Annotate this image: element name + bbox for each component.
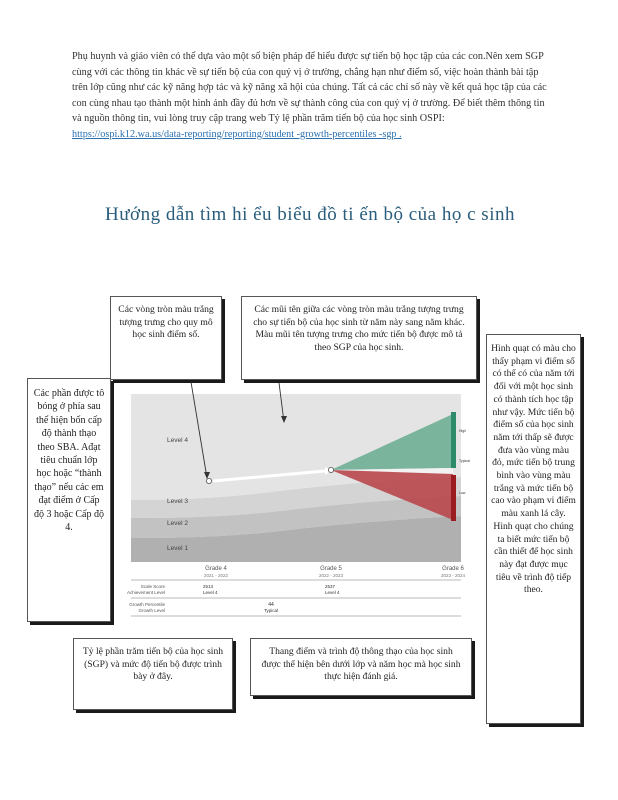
callout-shaded-text: Các phần được tô bóng ở phía sau thể hiện bốn cấp độ thành thạo theo SBA. Ađạt tiêu chuẩn lớp học hoặc “thành thạo” nếu các em đạt điểm ở Cấp độ 3 hoặc Cấp độ 4. (33, 388, 105, 534)
callout-arrows (241, 296, 477, 380)
growth-chart (121, 382, 481, 632)
fan-low-label: Low (459, 491, 466, 495)
grade-4-label: Grade 4 (205, 566, 227, 572)
intro-text: Phụ huynh và giáo viên có thể dựa vào một số biện pháp để hiểu được sự tiến bộ học tập của các con.Nên xem SGP cùng với các thông tin khác về sự tiến bộ của con quý vị ở trường, chẳng hạn như điểm số, việc hoàn thành bài tập trên lớp cũng như các kỹ năng hợp tác và kỹ năng xã hội của chúng. Tất cả các chỉ số này về kết quả học tập của các con cùng nhau tạo thành một hình ảnh đầy đủ hơn về sự thành công của con quý vị ở trường. Để biết thêm thông tin và nguồn thông tin, vui lòng truy cập trang web Tỷ lệ phần trăm tiến bộ của học sinh OSPI: (72, 51, 547, 124)
level-2-label: Level 2 (167, 520, 188, 527)
growth-percentile-row-label: Growth Percentile (129, 602, 165, 607)
fan-typical-label: Typical (459, 459, 470, 463)
callout-scale (250, 638, 472, 696)
level-1-label: Level 1 (167, 545, 188, 552)
grade-5-label: Grade 5 (320, 566, 342, 572)
grade-5-scale-score: 2537 (325, 584, 336, 589)
fan-low-bar (451, 475, 456, 521)
score-circle-grade-4 (206, 478, 211, 483)
intro-paragraph (72, 49, 550, 142)
page-heading: Hướng dẫn tìm hi ểu biểu đồ ti ến bộ của họ c sinh (105, 204, 515, 225)
growth-level-row-label: Growth Level (138, 608, 165, 613)
fan-high-label: High (459, 429, 467, 433)
level-3-label: Level 3 (167, 498, 188, 505)
level-4-label: Level 4 (167, 437, 188, 444)
grade-4-scale-score: 2513 (203, 584, 214, 589)
achievement-row-label: Achievement Level (126, 590, 165, 595)
callout-arrows-text: Các mũi tên giữa các vòng tròn màu trắng tượng trưng cho sự tiến bộ của học sinh từ năm này sang năm khác. Màu mũi tên tượng trưng cho mức tiến bộ được mô tả theo SGP của học sinh. (253, 304, 465, 353)
grade-6-label: Grade 6 (442, 566, 464, 572)
sgp-level: Typical (263, 608, 279, 613)
grade-4-level: Level 4 (203, 590, 218, 595)
sgp-value: 44 (268, 602, 274, 608)
callout-circles-text: Các vòng tròn màu trắng tượng trưng cho quy mô học sinh điểm số. (118, 304, 214, 341)
callout-circles (110, 296, 222, 380)
callout-scale-text: Thang điểm và trình độ thông thạo của học sinh được thể hiện bên dưới lớp và năm học mà học sinh thực hiện đánh giá. (261, 646, 461, 683)
score-circle-grade-5 (328, 467, 333, 472)
fan-high-bar (451, 412, 456, 468)
scale-score-row-label: Scale Score (140, 584, 165, 589)
grade-5-year: 2022 - 2023 (318, 573, 344, 578)
grade-4-year: 2021 - 2022 (203, 573, 229, 578)
callout-sgp-text: Tỷ lệ phần trăm tiến bộ của học sinh (SGP) và mức độ tiến bộ được trình bày ở đây. (82, 646, 224, 683)
grade-5-level: Level 4 (325, 590, 340, 595)
grade-6-year: 2023 - 2024 (440, 573, 466, 578)
callout-shaded-levels (27, 378, 111, 622)
ospi-link[interactable]: https://ospi.k12.wa.us/data-reporting/reporting/student -growth-percentiles -sgp . (72, 128, 402, 140)
callout-fan (486, 334, 581, 724)
callout-fan-text: Hình quạt có màu cho thấy phạm vi điểm số có thể có của năm tới đối với một học sinh có thành tích học tập như vậy. Mức tiến bộ điểm số của học sinh năm tới thấp sẽ được đưa vào vùng màu đỏ, mức tiến bộ trung bình vào vùng màu trắng và mức tiến bộ cao vào phạm vi điểm màu xanh lá cây. Hình quạt cho chúng ta biết mức tiến bộ cần thiết để học sinh này đạt được mục tiêu về trình độ tiếp theo. (491, 343, 576, 596)
callout-sgp (73, 638, 233, 710)
growth-chart-svg (121, 382, 481, 632)
